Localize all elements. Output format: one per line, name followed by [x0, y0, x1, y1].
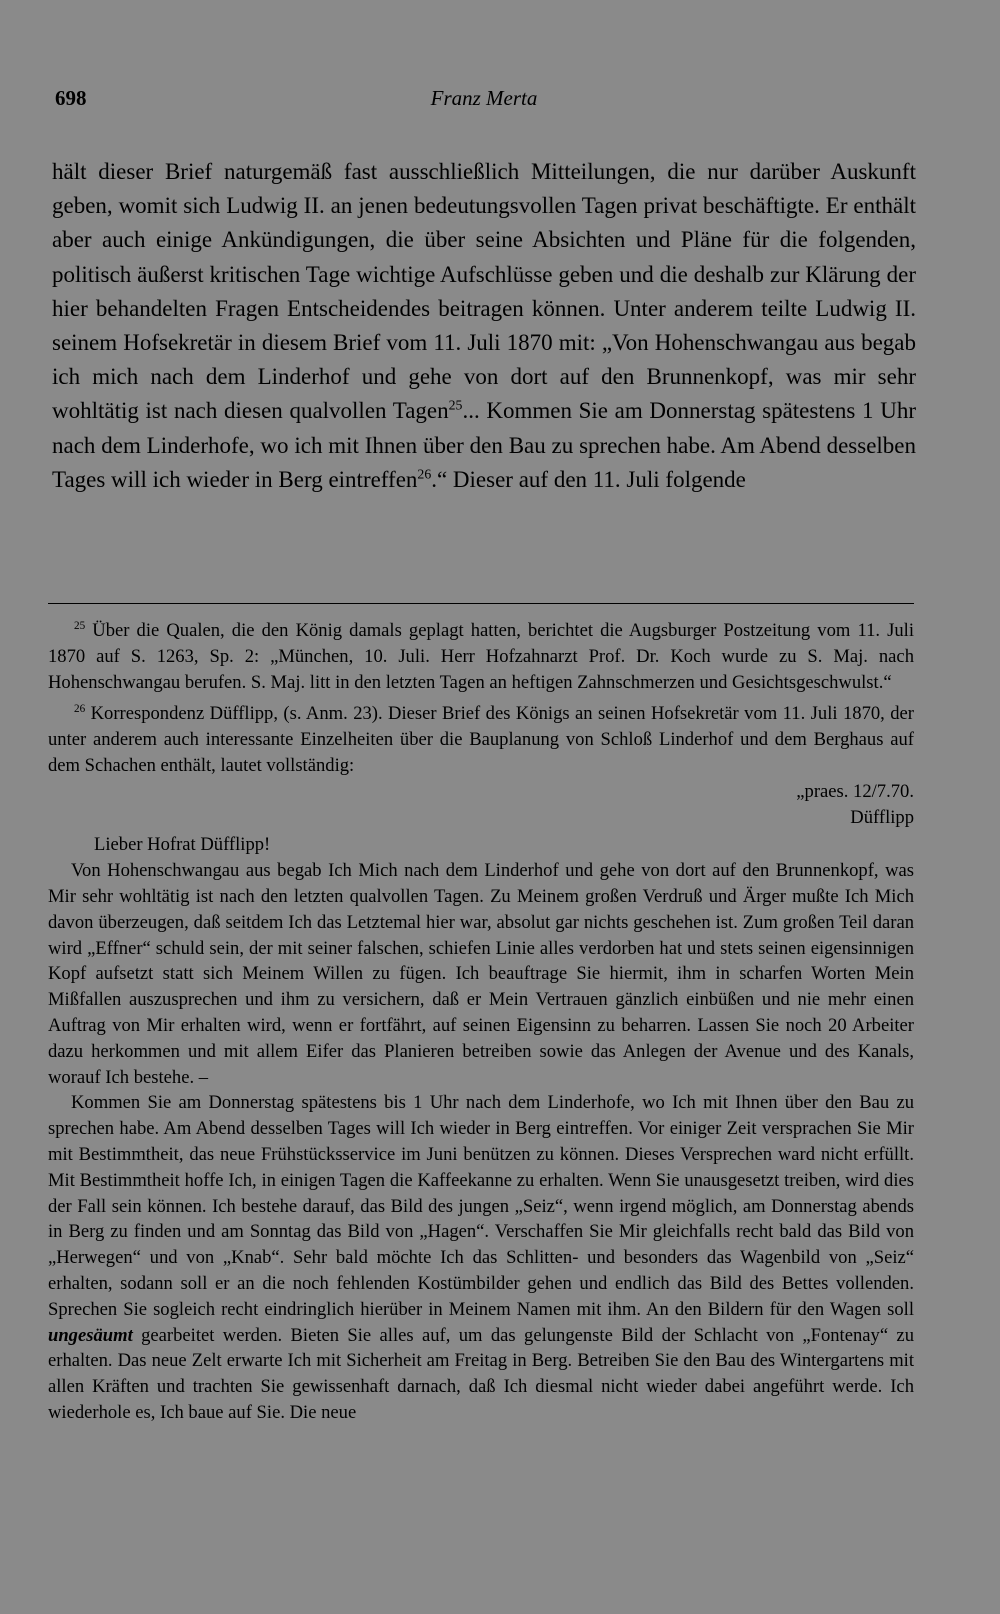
footnote-26-text: Korrespondenz Düfflipp, (s. Anm. 23). Dieser Brief des Königs an seinen Hofsekretär vom 11. Juli 1870, der unter anderem auch interessante Einzelheiten über die Bauplanung von Schloß Linderhof und dem Berghaus auf dem Schachen enthält, lautet vollständig:	[48, 703, 914, 776]
main-text	[52, 155, 916, 497]
footnote-25	[48, 618, 914, 695]
main-text-part-3: .“ Dieser auf den 11. Juli folgende	[431, 466, 746, 492]
main-text-part-2: ... Kommen Sie am Donnerstag spätestens 1 Uhr nach dem Linderhofe, wo ich mit Ihnen über den Bau zu sprechen habe. Am Abend desselben Tages will ich wieder in Berg eintreffen	[52, 398, 916, 492]
main-text-part-1: hält dieser Brief naturgemäß fast ausschließlich Mitteilungen, die nur darüber Auskunft geben, womit sich Ludwig II. an jenen bedeutungsvollen Tagen privat beschäftigte. Er enthält aber auch einige Ankündigungen, die über seine Absichten und Pläne für die folgenden, politisch äußerst kritischen Tage wichtige Aufschlüsse geben und die deshalb zur Klärung der hier behandelten Fragen Entscheidendes beitragen können. Unter anderem teilte Ludwig II. seinem Hofsekretär in diesem Brief vom 11. Juli 1870 mit: „Von Hohenschwangau aus begab ich mich nach dem Linderhof und gehe von dort auf den Brunnenkopf, was mir sehr wohltätig ist nach diesen qualvollen Tagen	[52, 159, 916, 424]
letter-paragraph-2-b: gearbeitet werden. Bieten Sie alles auf, um das gelungenste Bild der Schlacht von „Fontenay“ zu erhalten. Das neue Zelt erwarte Ich mit Sicherheit am Freitag in Berg. Betreiben Sie den Bau des Wintergartens mit allen Kräften und trachten Sie gewissenhaft darnach, daß Ich diesmal nicht wieder dabei angeführt werde. Ich wiederhole es, Ich baue auf Sie. Die neue	[48, 1324, 914, 1423]
footnotes	[48, 618, 914, 1426]
footnote-ref-26: 26	[417, 466, 432, 482]
footnote-25-number: 25	[74, 619, 86, 632]
letter-paragraph-1: Von Hohenschwangau aus begab Ich Mich nach dem Linderhof und gehe von dort auf den Brunnenkopf, was Mir sehr wohltätig ist nach den letzten qualvollen Tagen. Zu Meinem großen Verdruß und Ärger mußte Ich Mich davon überzeugen, daß seitdem Ich das Letztemal hier war, absolut gar nichts geschehen ist. Zum großen Teil daran wird „Effner“ schuld sein, der mit seiner falschen, schiefen Linie alles verdorben hat und stets seinen eigensinnigen Kopf aufsetzt statt sich Meinem Willen zu fügen. Ich beauftrage Sie hiermit, ihm in scharfen Worten Mein Mißfallen auszusprechen und ihm zu versichern, daß er Mein Vertrauen gänzlich einbüßen und nie mehr einen Auftrag von Mir erhalten wird, wenn er fortfährt, auf seinen Eigensinn zu beharren. Lassen Sie noch 20 Arbeiter dazu herkommen und mit allem Eifer das Planieren betreiben sowie das Anlegen der Avenue und des Kanals, worauf Ich bestehe. –	[48, 860, 914, 1088]
emphasized-word: ungesäumt	[48, 1324, 133, 1346]
running-head: Franz Merta	[430, 86, 538, 110]
footnote-25-text: Über die Qualen, die den König damals geplagt hatten, berichtet die Augsburger Postzeitung vom 11. Juli 1870 auf S. 1263, Sp. 2: „München, 10. Juli. Herr Hofzahnarzt Prof. Dr. Koch wurde zu S. Maj. nach Hohenschwangau berufen. S. Maj. litt in den letzten Tagen an heftigen Zahnschmerzen und Gesichtsgeschwulst.“	[48, 620, 914, 693]
footnote-26-number: 26	[74, 703, 86, 716]
footnote-rule	[48, 603, 914, 604]
page-number: 698	[55, 86, 87, 110]
footnote-26	[48, 701, 914, 778]
footnote-ref-25: 25	[448, 397, 463, 413]
letter-paragraph-2	[48, 1090, 914, 1425]
letter-paragraph-2-a: Kommen Sie am Donnerstag spätestens bis 1 Uhr nach dem Linderhofe, wo Ich mit Ihnen über den Bau zu sprechen habe. Am Abend desselben Tages will Ich wieder in Berg eintreffen. Vor einiger Zeit versprachen Sie Mir mit Bestimmtheit, das neue Frühstücksservice im Juni benützen zu können. Dieses Versprechen ward nicht erfüllt. Mit Bestimmtheit hoffe Ich, in einigen Tagen die Kaffeekanne zu erhalten. Wenn Sie unausgesetzt treiben, wird dies der Fall sein können. Ich bestehe darauf, das Bild des jungen „Seiz“, wenn irgend möglich, am Donnerstag abends in Berg zu finden und am Sonntag das Bild von „Hagen“. Verschaffen Sie Mir gleichfalls recht bald das Bild von „Herwegen“ und von „Knab“. Sehr bald möchte Ich das Schlitten- und besonders das Wagenbild von „Seiz“ erhalten, sodann soll er an die noch fehlenden Kostümbilder gehen und endlich das Bild des Bettes vollenden. Sprechen Sie sogleich recht eindringlich hierüber in Meinem Namen mit ihm. An den Bildern für den Wagen soll	[48, 1092, 914, 1320]
praes-line: „praes. 12/7.70.	[796, 780, 914, 802]
letter-salutation: Lieber Hofrat Düfflipp!	[94, 834, 271, 856]
page-header	[55, 86, 913, 118]
duefflipp-line: Düfflipp	[850, 806, 914, 828]
